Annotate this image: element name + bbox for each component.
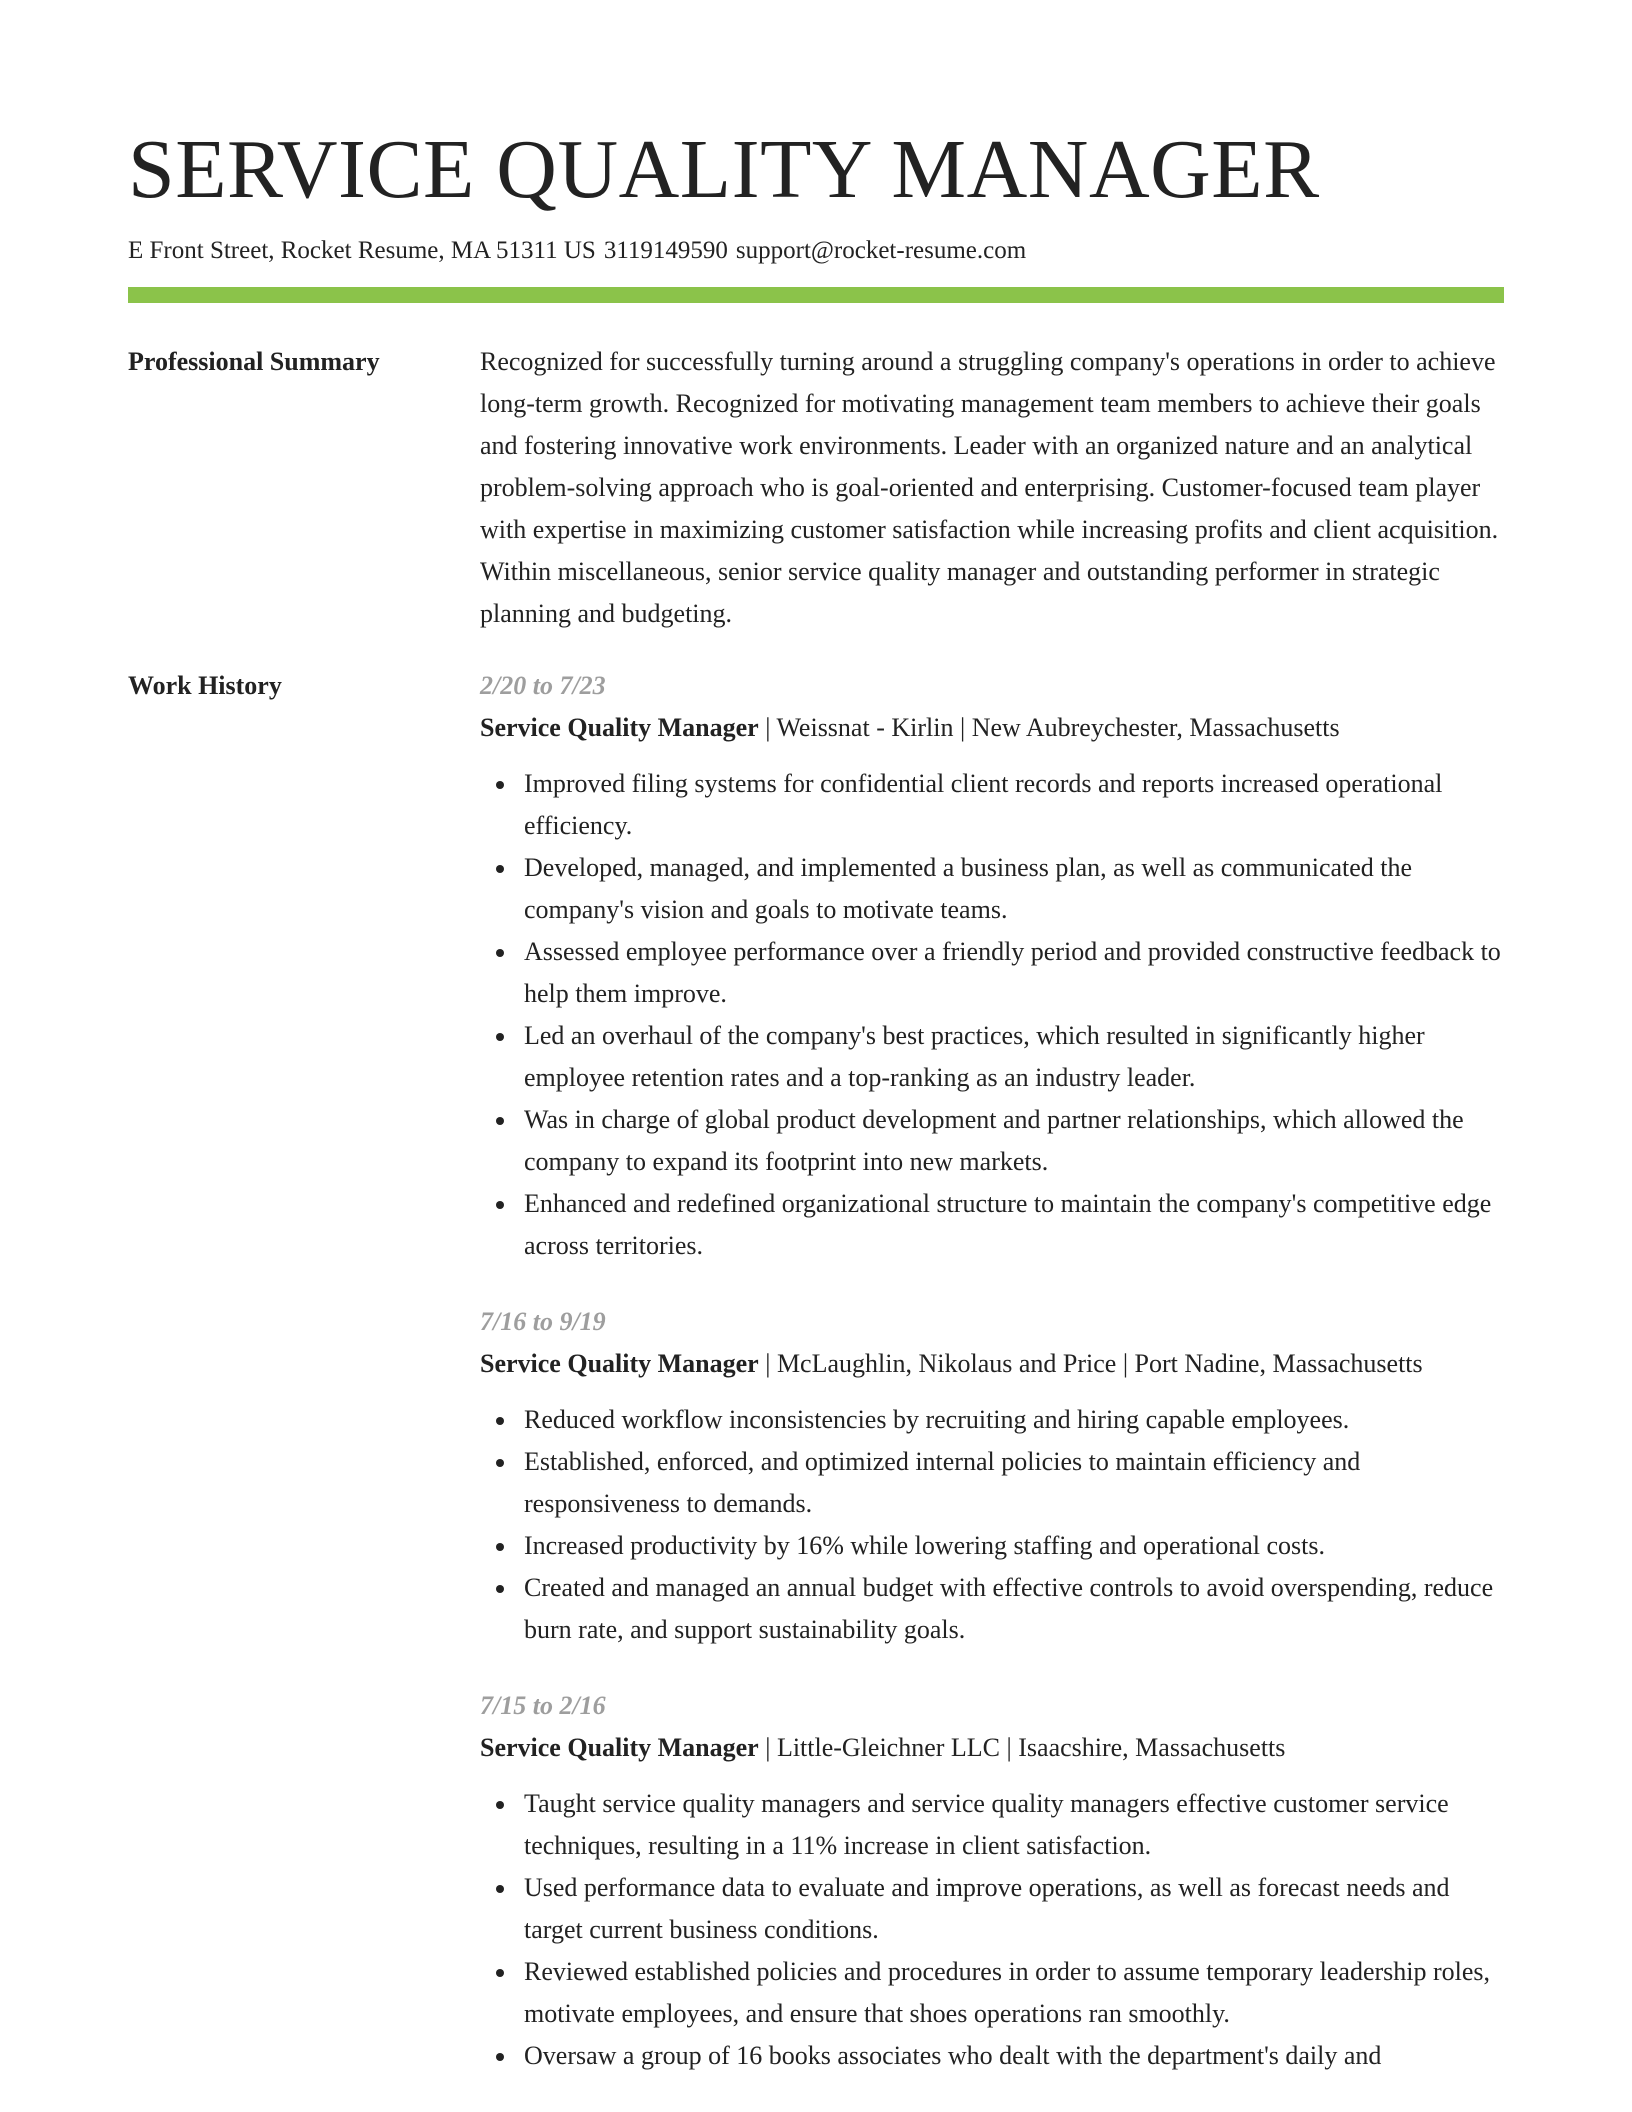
job-bullet-item: Increased productivity by 16% while lowering staffing and operational costs. <box>524 1525 1504 1567</box>
job-company: McLaughlin, Nikolaus and Price <box>776 1349 1117 1378</box>
job-separator: | <box>1000 1733 1019 1762</box>
job-dates: 7/16 to 9/19 <box>480 1307 606 1336</box>
job-title: Service Quality Manager <box>480 1349 759 1378</box>
job-company: Weissnat - Kirlin <box>776 713 954 742</box>
job-location: New Aubreychester, Massachusetts <box>971 713 1340 742</box>
job-entry <box>480 1685 1504 2077</box>
job-separator: | <box>1116 1349 1135 1378</box>
job-separator: | <box>953 713 972 742</box>
contact-phone: 3119149590 <box>603 237 728 264</box>
job-bullets <box>480 763 1504 1267</box>
job-heading <box>480 707 1504 749</box>
work-history-body <box>480 665 1504 2111</box>
contact-line <box>128 234 1504 268</box>
contact-address: E Front Street, Rocket Resume, MA 51311 US <box>128 237 596 264</box>
professional-summary-section <box>128 341 1504 635</box>
work-history-section <box>128 665 1504 2111</box>
summary-text: Recognized for successfully turning around a struggling company's operations in order to achieve long-term growth. Recognized for motivating management team members to achieve their goals and fostering innovative work environments. Leader with an organized nature and an analytical problem-solving approach who is goal-oriented and enterprising. Customer-focused team player with expertise in maximizing customer satisfaction while increasing profits and client acquisition. Within miscellaneous, senior service quality manager and outstanding performer in strategic planning and budgeting. <box>480 347 1499 628</box>
job-bullet-item: Used performance data to evaluate and improve operations, as well as forecast needs and target current business conditions. <box>524 1867 1504 1951</box>
job-location: Isaacshire, Massachusetts <box>1018 1733 1286 1762</box>
job-separator: | <box>758 1733 777 1762</box>
job-company: Little-Gleichner LLC <box>776 1733 1001 1762</box>
job-title: Service Quality Manager <box>480 713 759 742</box>
job-entry <box>480 665 1504 1267</box>
job-bullet-item: Oversaw a group of 16 books associates who dealt with the department's daily and <box>524 2035 1504 2077</box>
contact-email: support@rocket-resume.com <box>735 237 1027 264</box>
job-bullet-item: Reduced workflow inconsistencies by recruiting and hiring capable employees. <box>524 1399 1504 1441</box>
resume-page <box>128 118 1504 2111</box>
section-label-summary: Professional Summary <box>128 347 380 376</box>
job-bullets <box>480 1399 1504 1651</box>
job-bullet-item: Assessed employee performance over a friendly period and provided constructive feedback to help them improve. <box>524 931 1504 1015</box>
job-dates: 7/15 to 2/16 <box>480 1691 606 1720</box>
job-bullet-item: Taught service quality managers and service quality managers effective customer service techniques, resulting in a 11% increase in client satisfaction. <box>524 1783 1504 1867</box>
job-entry <box>480 1301 1504 1651</box>
job-bullet-item: Developed, managed, and implemented a business plan, as well as communicated the company's vision and goals to motivate teams. <box>524 847 1504 931</box>
candidate-name: SERVICE QUALITY MANAGER <box>128 123 1320 216</box>
job-bullet-item: Improved filing systems for confidential client records and reports increased operational efficiency. <box>524 763 1504 847</box>
job-location: Port Nadine, Massachusetts <box>1134 1349 1423 1378</box>
job-bullet-item: Led an overhaul of the company's best practices, which resulted in significantly higher employee retention rates and a top-ranking as an industry leader. <box>524 1015 1504 1099</box>
job-bullet-item: Established, enforced, and optimized internal policies to maintain efficiency and responsiveness to demands. <box>524 1441 1504 1525</box>
summary-body <box>480 341 1504 635</box>
header-divider <box>128 287 1504 303</box>
job-bullet-item: Reviewed established policies and procedures in order to assume temporary leadership roles, motivate employees, and ensure that shoes operations ran smoothly. <box>524 1951 1504 2035</box>
job-heading <box>480 1727 1504 1769</box>
job-bullet-item: Created and managed an annual budget with effective controls to avoid overspending, reduce burn rate, and support sustainability goals. <box>524 1567 1504 1651</box>
job-dates: 2/20 to 7/23 <box>480 671 606 700</box>
job-separator: | <box>758 1349 777 1378</box>
job-bullet-item: Was in charge of global product development and partner relationships, which allowed the company to expand its footprint into new markets. <box>524 1099 1504 1183</box>
job-heading <box>480 1343 1504 1385</box>
job-title: Service Quality Manager <box>480 1733 759 1762</box>
job-bullets <box>480 1783 1504 2077</box>
job-separator: | <box>758 713 777 742</box>
section-label-work: Work History <box>128 671 282 700</box>
job-bullet-item: Enhanced and redefined organizational structure to maintain the company's competitive edge across territories. <box>524 1183 1504 1267</box>
